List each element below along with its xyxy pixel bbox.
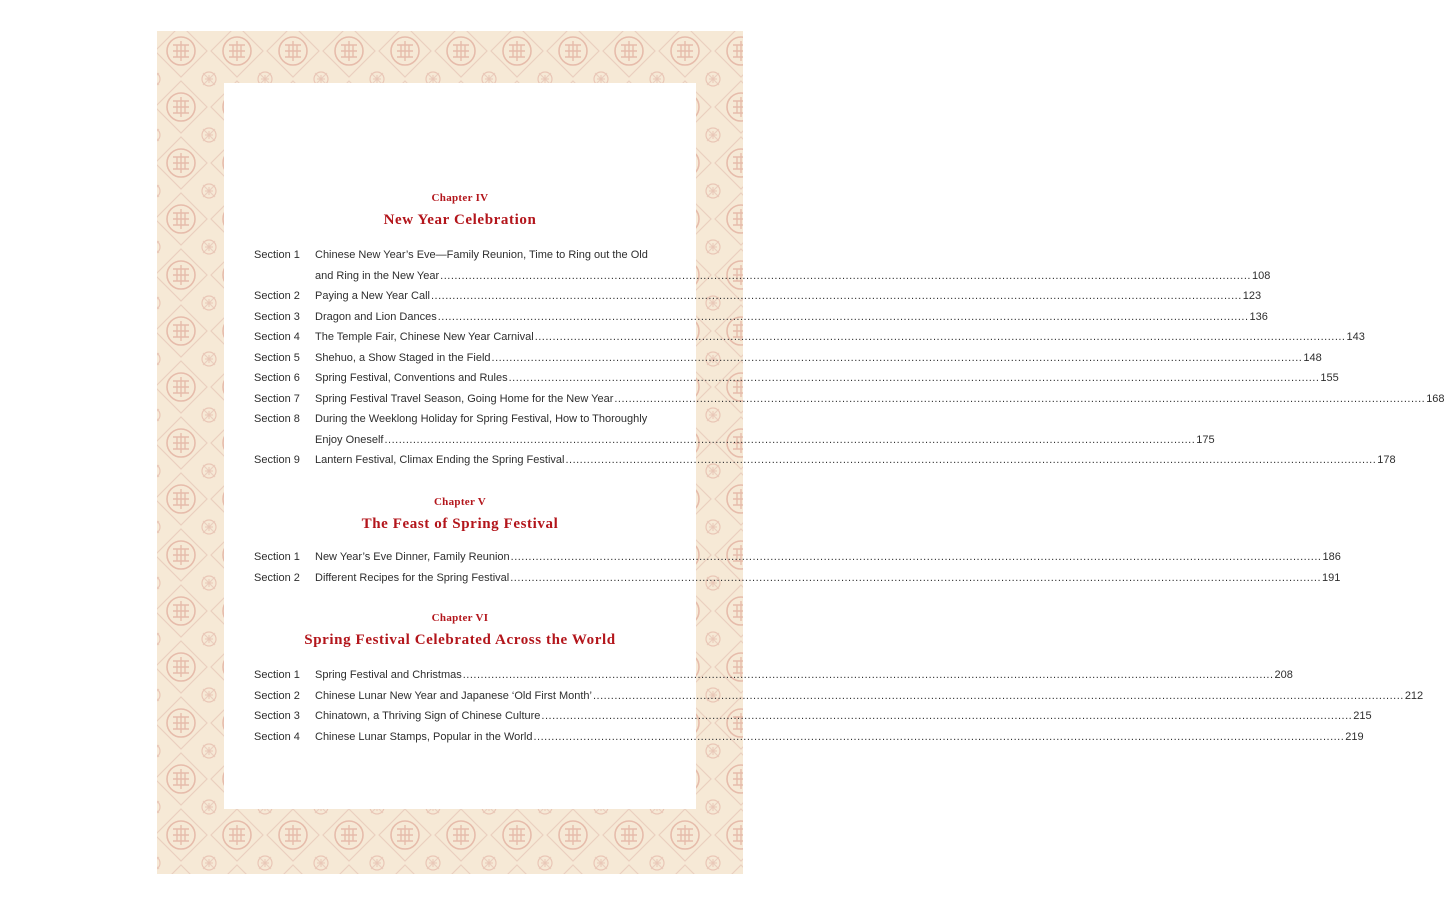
dot-leader xyxy=(510,568,1321,589)
section-label: Section 6 xyxy=(254,372,300,384)
toc-entry[interactable] xyxy=(254,327,1365,348)
section-title: Different Recipes for the Spring Festival xyxy=(315,571,510,584)
section-label: Section 2 xyxy=(254,571,300,584)
section-title: Lantern Festival, Climax Ending the Spring Festival xyxy=(315,454,565,466)
section-label: Section 2 xyxy=(254,689,300,702)
section-title: New Year’s Eve Dinner, Family Reunion xyxy=(315,551,510,563)
toc-entry[interactable] xyxy=(254,245,660,266)
dot-leader xyxy=(438,307,1249,328)
dot-leader xyxy=(533,727,1344,748)
section-label: Section 2 xyxy=(254,290,300,302)
toc-entry[interactable] xyxy=(254,389,1445,410)
dot-leader xyxy=(431,286,1242,307)
section-title: Spring Festival and Christmas xyxy=(315,669,462,681)
section-title: Shehuo, a Show Staged in the Field xyxy=(315,351,491,364)
toc-entry[interactable] xyxy=(254,286,1262,307)
toc-entry[interactable] xyxy=(254,686,1424,707)
page-number: 175 xyxy=(1196,433,1215,446)
dot-leader xyxy=(565,450,1376,471)
toc-entry[interactable] xyxy=(254,409,660,430)
page-number: 191 xyxy=(1322,571,1341,584)
chapter-title: Spring Festival Celebrated Across the World xyxy=(304,632,616,648)
page-number: 178 xyxy=(1377,454,1396,466)
section-title: Enjoy Oneself xyxy=(315,433,384,446)
section-label: Section 4 xyxy=(254,331,300,343)
toc-list xyxy=(254,245,1445,471)
page-number: 143 xyxy=(1346,331,1365,343)
section-label: Section 5 xyxy=(254,351,300,364)
page-number: 155 xyxy=(1320,372,1339,384)
page-number: 215 xyxy=(1353,710,1372,722)
page-number: 136 xyxy=(1249,310,1268,323)
section-title: Dragon and Lion Dances xyxy=(315,310,437,323)
page-number: 212 xyxy=(1404,689,1424,702)
toc-entry-continuation[interactable] xyxy=(254,266,1271,287)
page-number: 186 xyxy=(1322,551,1341,563)
chapter-heading xyxy=(224,495,696,534)
toc-entry[interactable] xyxy=(254,547,1341,568)
section-title: The Temple Fair, Chinese New Year Carnival xyxy=(315,331,534,343)
section-title: During the Weeklong Holiday for Spring Festival, How to Thoroughly xyxy=(315,413,648,425)
chapter-label: Chapter IV xyxy=(431,192,489,204)
chapter-title: New Year Celebration xyxy=(383,212,537,228)
toc-page xyxy=(224,83,1445,809)
chapter-heading xyxy=(224,191,696,230)
section-label: Section 3 xyxy=(254,310,300,323)
section-label: Section 8 xyxy=(254,413,300,425)
dot-leader xyxy=(541,706,1352,727)
section-label: Section 7 xyxy=(254,392,300,405)
toc-entry[interactable] xyxy=(254,368,1339,389)
section-label: Section 3 xyxy=(254,710,300,722)
section-title: Paying a New Year Call xyxy=(315,290,430,302)
section-label: Section 1 xyxy=(254,249,300,261)
toc-entry[interactable] xyxy=(254,450,1396,471)
dot-leader xyxy=(463,665,1274,686)
section-title: Chinese Lunar Stamps, Popular in the World xyxy=(315,730,533,743)
section-title: Chinatown, a Thriving Sign of Chinese Culture xyxy=(315,710,541,722)
dot-leader xyxy=(511,547,1322,568)
section-label: Section 1 xyxy=(254,551,300,563)
dot-leader xyxy=(440,266,1251,287)
chapter-label: Chapter VI xyxy=(431,612,489,624)
chapter-label: Chapter V xyxy=(433,496,487,508)
dot-leader xyxy=(492,348,1303,369)
page-number: 148 xyxy=(1303,351,1322,364)
page-number: 219 xyxy=(1345,730,1364,743)
section-title: Chinese Lunar New Year and Japanese ‘Old First Month’ xyxy=(315,689,592,702)
toc-entry[interactable] xyxy=(254,348,1322,369)
dot-leader xyxy=(509,368,1320,389)
dot-leader xyxy=(593,686,1404,707)
toc-entry[interactable] xyxy=(254,307,1268,328)
page-number: 108 xyxy=(1251,269,1271,282)
toc-entry[interactable] xyxy=(254,568,1341,589)
page-number: 208 xyxy=(1274,669,1293,681)
page-number: 168 xyxy=(1426,392,1445,405)
toc-list xyxy=(254,665,1424,747)
section-title: Spring Festival Travel Season, Going Home for the New Year xyxy=(315,392,614,405)
section-title: Spring Festival, Conventions and Rules xyxy=(315,372,508,384)
chapter-heading xyxy=(224,611,696,650)
toc-entry[interactable] xyxy=(254,706,1372,727)
dot-leader xyxy=(614,389,1425,410)
toc-entry-continuation[interactable] xyxy=(254,430,1215,451)
page-number: 123 xyxy=(1242,290,1262,302)
chapter-title: The Feast of Spring Festival xyxy=(361,516,559,532)
dot-leader xyxy=(384,430,1195,451)
toc-list xyxy=(254,547,1341,588)
section-title: Chinese New Year’s Eve—Family Reunion, Time to Ring out the Old xyxy=(315,249,648,261)
section-label: Section 4 xyxy=(254,730,300,743)
toc-entry[interactable] xyxy=(254,665,1293,686)
section-label: Section 9 xyxy=(254,454,300,466)
section-label: Section 1 xyxy=(254,669,300,681)
dot-leader xyxy=(535,327,1346,348)
toc-entry[interactable] xyxy=(254,727,1364,748)
section-title: and Ring in the New Year xyxy=(315,269,440,282)
